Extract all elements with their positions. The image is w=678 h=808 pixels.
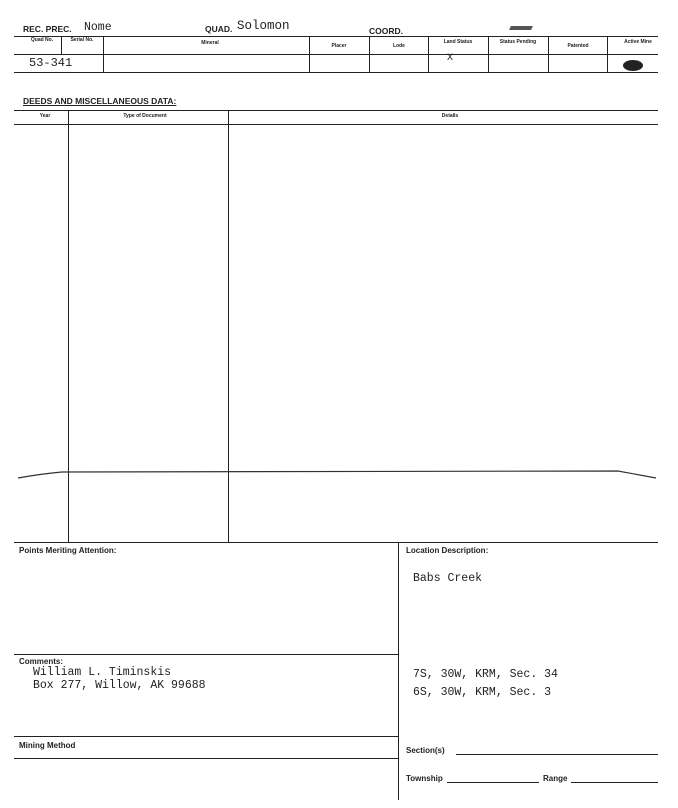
col-lode: Lode	[393, 43, 405, 49]
col-serial-no: Serial No.	[70, 37, 94, 43]
col-divider	[488, 36, 489, 72]
sections-fill-line	[456, 754, 658, 755]
header-top-line	[14, 36, 658, 37]
col-mineral: Mineral	[201, 40, 219, 46]
center-divider	[398, 542, 399, 800]
scan-mark	[509, 26, 533, 30]
deeds-bottom-line	[14, 542, 658, 543]
coord-label: COORD.	[369, 26, 403, 36]
legal-description-line-1: 7S, 30W, KRM, Sec. 34	[413, 668, 558, 681]
col-year: Year	[39, 113, 51, 119]
col-details: Details	[441, 113, 459, 119]
township-label: Township	[406, 774, 443, 783]
deeds-title: DEEDS AND MISCELLANEOUS DATA:	[23, 96, 177, 106]
col-land-status: Land Status	[443, 39, 473, 45]
quad-label: QUAD.	[205, 24, 233, 34]
col-placer: Placer	[331, 43, 347, 49]
sections-label: Section(s)	[406, 746, 445, 755]
fold-line	[0, 460, 678, 490]
comments-label: Comments:	[19, 657, 64, 666]
deeds-top-line	[14, 110, 658, 111]
rec-prec-value: Nome	[84, 21, 112, 34]
col-divider	[428, 36, 429, 72]
legal-description-line-2: 6S, 30W, KRM, Sec. 3	[413, 686, 552, 699]
comments-line-2: Box 277, Willow, AK 99688	[33, 679, 206, 692]
location-description-label: Location Description:	[406, 546, 489, 555]
col-divider	[607, 36, 608, 72]
mining-bottom-line	[14, 758, 398, 759]
mining-method-label: Mining Method	[19, 741, 76, 750]
col-patented: Patented	[567, 43, 589, 49]
location-value: Babs Creek	[413, 572, 483, 585]
land-status-mark: X	[447, 53, 454, 64]
col-divider	[369, 36, 370, 72]
col-divider	[309, 36, 310, 72]
col-divider	[103, 36, 104, 72]
quad-value: Solomon	[237, 19, 290, 33]
rec-prec-label: REC. PREC.	[23, 24, 72, 34]
header-mid-line	[14, 54, 658, 55]
col-type-of-document: Type of Document	[123, 113, 167, 119]
mining-top-line	[14, 736, 398, 737]
comments-line-1: William L. Timinskis	[33, 666, 172, 679]
col-status-pending: Status Pending	[499, 39, 537, 45]
range-fill-line	[571, 782, 658, 783]
range-label: Range	[543, 774, 568, 783]
active-mine-mark	[623, 60, 643, 71]
col-active-mine: Active Mine	[624, 39, 652, 45]
township-fill-line	[447, 782, 539, 783]
header-bottom-line	[14, 72, 658, 73]
col-divider	[61, 36, 62, 54]
points-meriting-label: Points Meriting Attention:	[19, 546, 117, 555]
deeds-header-line	[14, 124, 658, 125]
col-divider	[548, 36, 549, 72]
quad-serial-value: 53-341	[29, 56, 73, 70]
comments-top-line	[14, 654, 398, 655]
col-quad-no: Quad No.	[30, 37, 54, 43]
